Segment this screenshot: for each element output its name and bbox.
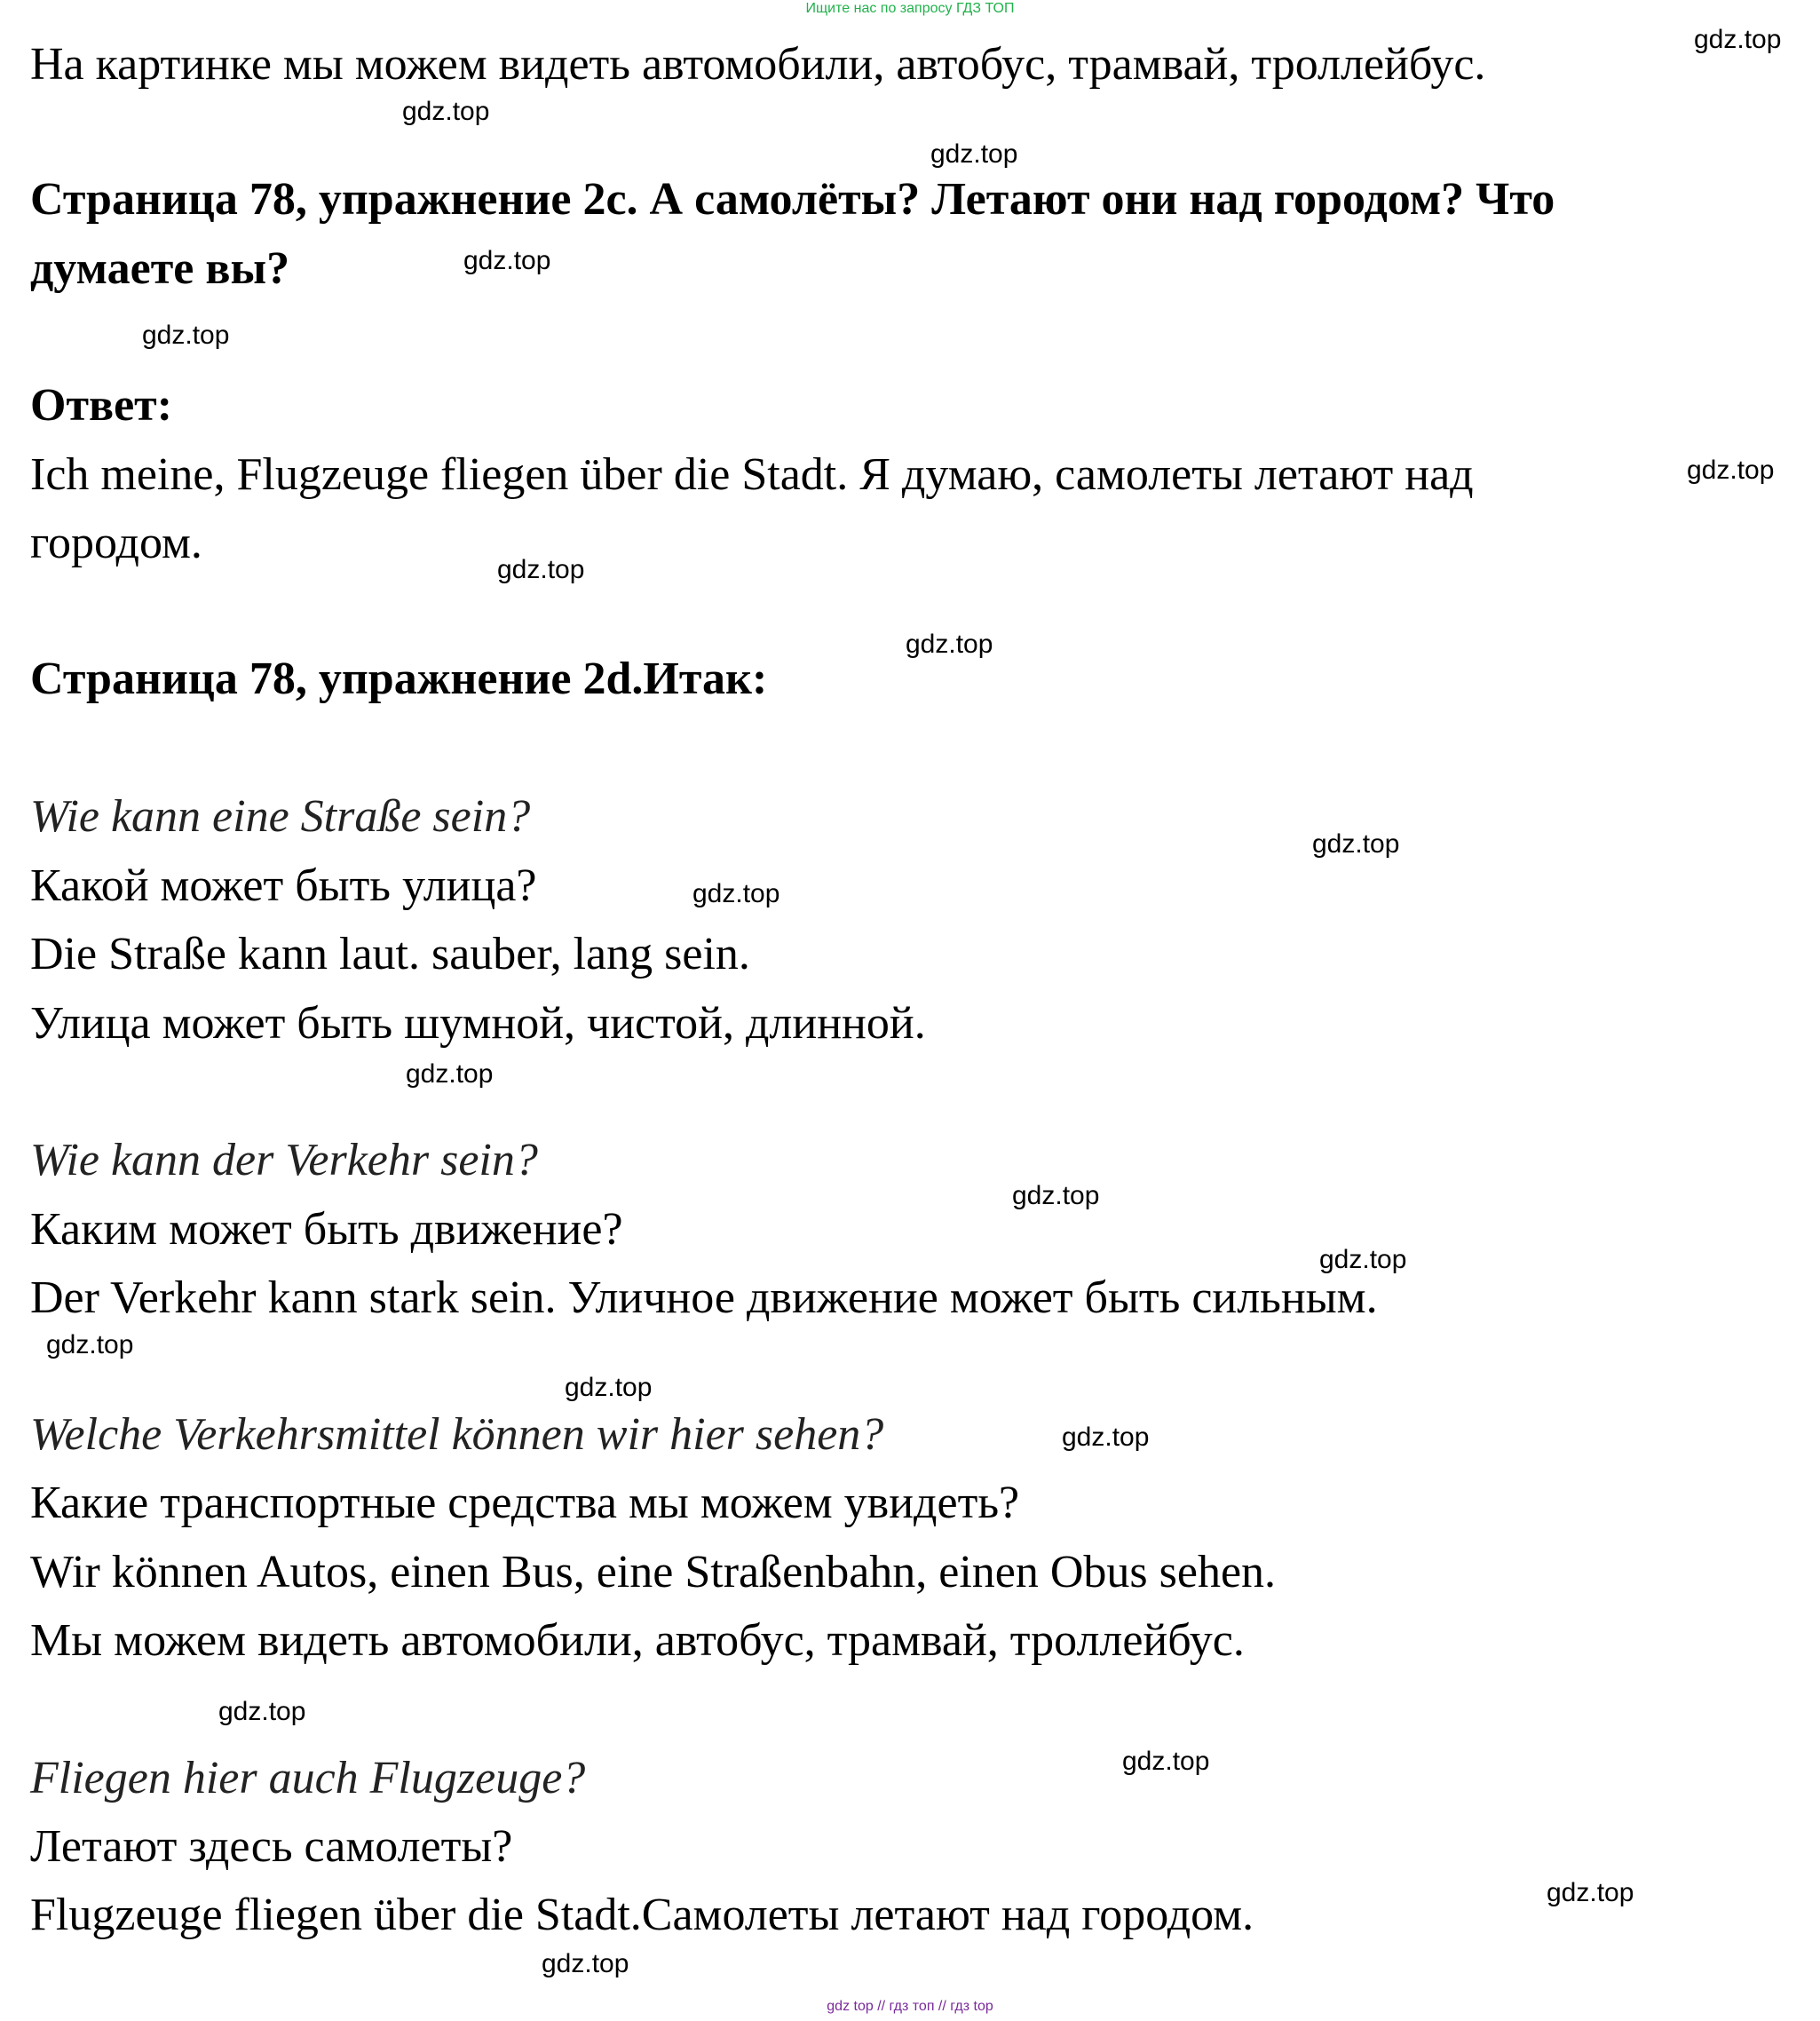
question-1-russian: Какой может быть улица? (30, 860, 537, 911)
watermark: gdz.top (218, 1697, 306, 1726)
watermark: gdz.top (1012, 1181, 1100, 1210)
exercise-2c-heading-line-2: думаете вы? (30, 243, 290, 294)
exercise-2c-heading-line-1: Страница 78, упражнение 2с. А самолёты? Летают они над городом? Что (30, 174, 1555, 225)
watermark: gdz.top (1062, 1423, 1150, 1452)
answer-2: Der Verkehr kann stark sein. Уличное движение может быть сильным. (30, 1272, 1378, 1323)
answer-3-german: Wir können Autos, einen Bus, eine Straßenbahn, einen Obus sehen. (30, 1547, 1277, 1597)
answer-3-russian: Мы можем видеть автомобили, автобус, трамвай, троллейбус. (30, 1615, 1245, 1666)
watermark: gdz.top (692, 879, 780, 908)
watermark: gdz.top (1319, 1245, 1407, 1274)
watermark: gdz.top (402, 97, 490, 126)
exercise-2d-heading: Страница 78, упражнение 2d.Итак: (30, 654, 768, 704)
watermark: gdz.top (1312, 829, 1400, 859)
question-3-german: Welche Verkehrsmittel können wir hier sehen? (30, 1409, 884, 1460)
watermark: gdz.top (142, 321, 230, 350)
watermark: gdz.top (1547, 1878, 1634, 1907)
question-3-russian: Какие транспортные средства мы можем увидеть? (30, 1478, 1020, 1528)
watermark: gdz.top (1687, 456, 1775, 485)
answer-4: Flugzeuge fliegen über die Stadt.Самолеты летают над городом. (30, 1890, 1254, 1940)
answer-1-german: Die Straße kann laut. sauber, lang sein. (30, 929, 750, 979)
watermark: gdz.top (46, 1330, 134, 1359)
watermark: gdz.top (463, 246, 551, 275)
exercise-2c-answer-line-1: Ich meine, Flugzeuge fliegen über die Stadt. Я думаю, самолеты летают над (30, 449, 1474, 500)
watermark: gdz.top (565, 1373, 653, 1402)
watermark: gdz.top (542, 1949, 629, 1978)
watermark: gdz.top (1694, 25, 1782, 54)
question-2-russian: Каким может быть движение? (30, 1204, 623, 1255)
question-4-german: Fliegen hier auch Flugzeuge? (30, 1753, 586, 1803)
question-1-german: Wie kann eine Straße sein? (30, 791, 531, 842)
intro-answer-line: На картинке мы можем видеть автомобили, автобус, трамвай, троллейбус. (30, 39, 1486, 90)
watermark: gdz.top (930, 139, 1018, 169)
exercise-2c-answer-line-2: городом. (30, 518, 202, 568)
watermark: gdz.top (906, 630, 993, 659)
footer-note: gdz top // гдз топ // гдз top (827, 1999, 993, 2014)
watermark: gdz.top (497, 555, 585, 584)
watermark: gdz.top (406, 1059, 494, 1089)
answer-1-russian: Улица может быть шумной, чистой, длинной. (30, 998, 926, 1049)
question-4-russian: Летают здесь самолеты? (30, 1821, 513, 1872)
answer-label: Ответ: (30, 380, 173, 431)
question-2-german: Wie kann der Verkehr sein? (30, 1135, 538, 1185)
watermark: gdz.top (1122, 1747, 1210, 1776)
top-search-note: Ищите нас по запросу ГДЗ ТОП (805, 1, 1015, 16)
